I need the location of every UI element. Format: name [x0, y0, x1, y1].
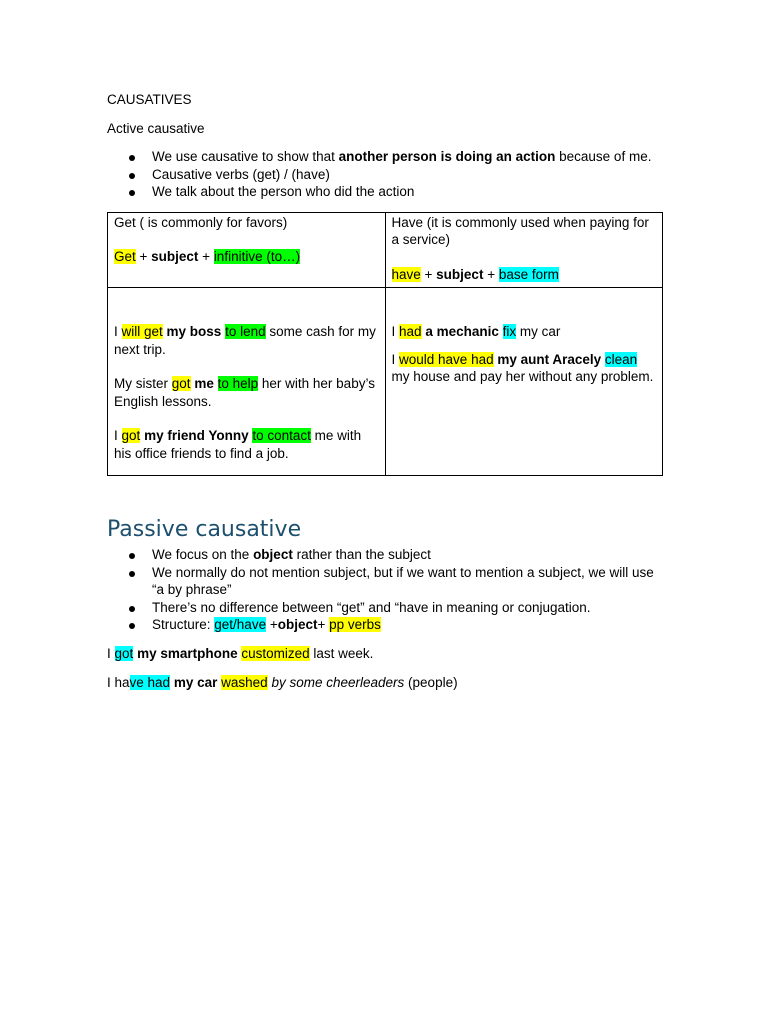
get-example-2: My sister got me to help her with her baby’s English lessons. — [114, 376, 375, 409]
list-item: We focus on the object rather than the subject — [107, 546, 663, 564]
have-formula: have + subject + base form — [391, 266, 559, 282]
bullet-icon — [129, 606, 135, 612]
list-item: We use causative to show that another person is doing an action because of me. — [107, 148, 663, 166]
list-item: Causative verbs (get) / (have) — [107, 166, 663, 184]
passive-example-2: I have had my car washed by some cheerleaders (people) — [107, 675, 458, 690]
get-example-3: I got my friend Yonny to contact me with his office friends to find a job. — [114, 428, 362, 461]
list-item: There’s no difference between “get” and “have in meaning or conjugation. — [107, 599, 663, 617]
have-example-1: I had a mechanic fix my car — [391, 324, 561, 339]
passive-example-1: I got my smartphone customized last week. — [107, 645, 374, 661]
get-examples-cell — [108, 288, 386, 476]
table-row — [108, 212, 663, 288]
bullet-icon — [129, 190, 135, 196]
get-header-cell: Get ( is commonly for favors) Get + subject + infinitive (to…) — [108, 212, 386, 288]
have-examples-cell — [385, 288, 663, 476]
passive-causative-heading: Passive causative — [107, 517, 302, 542]
list-item: We talk about the person who did the action — [107, 183, 663, 201]
document-page — [107, 91, 663, 692]
list-item: We normally do not mention subject, but if we want to mention a subject, we will use “a by phrase” — [107, 564, 663, 599]
active-bullet-list — [107, 148, 663, 201]
bullet-icon — [129, 553, 135, 559]
bullet-icon — [129, 623, 135, 629]
list-item: Structure: get/have +object+ pp verbs — [107, 616, 663, 634]
passive-bullet-list — [107, 546, 663, 634]
have-header-cell: Have (it is commonly used when paying for a service) have + subject + base form — [385, 212, 663, 288]
bullet-icon — [129, 571, 135, 577]
have-example-2: I would have had my aunt Aracely clean my house and pay her without any problem. — [391, 351, 654, 384]
causative-table — [107, 212, 663, 477]
get-example-1: I will get my boss to lend some cash for my next trip. — [114, 324, 376, 357]
get-formula: Get + subject + infinitive (to…) — [114, 249, 301, 264]
page-title: CAUSATIVES — [107, 92, 192, 107]
active-causative-heading: Active causative — [107, 121, 205, 136]
bullet-icon — [129, 155, 135, 161]
table-row — [108, 288, 663, 476]
bullet-icon — [129, 173, 135, 179]
